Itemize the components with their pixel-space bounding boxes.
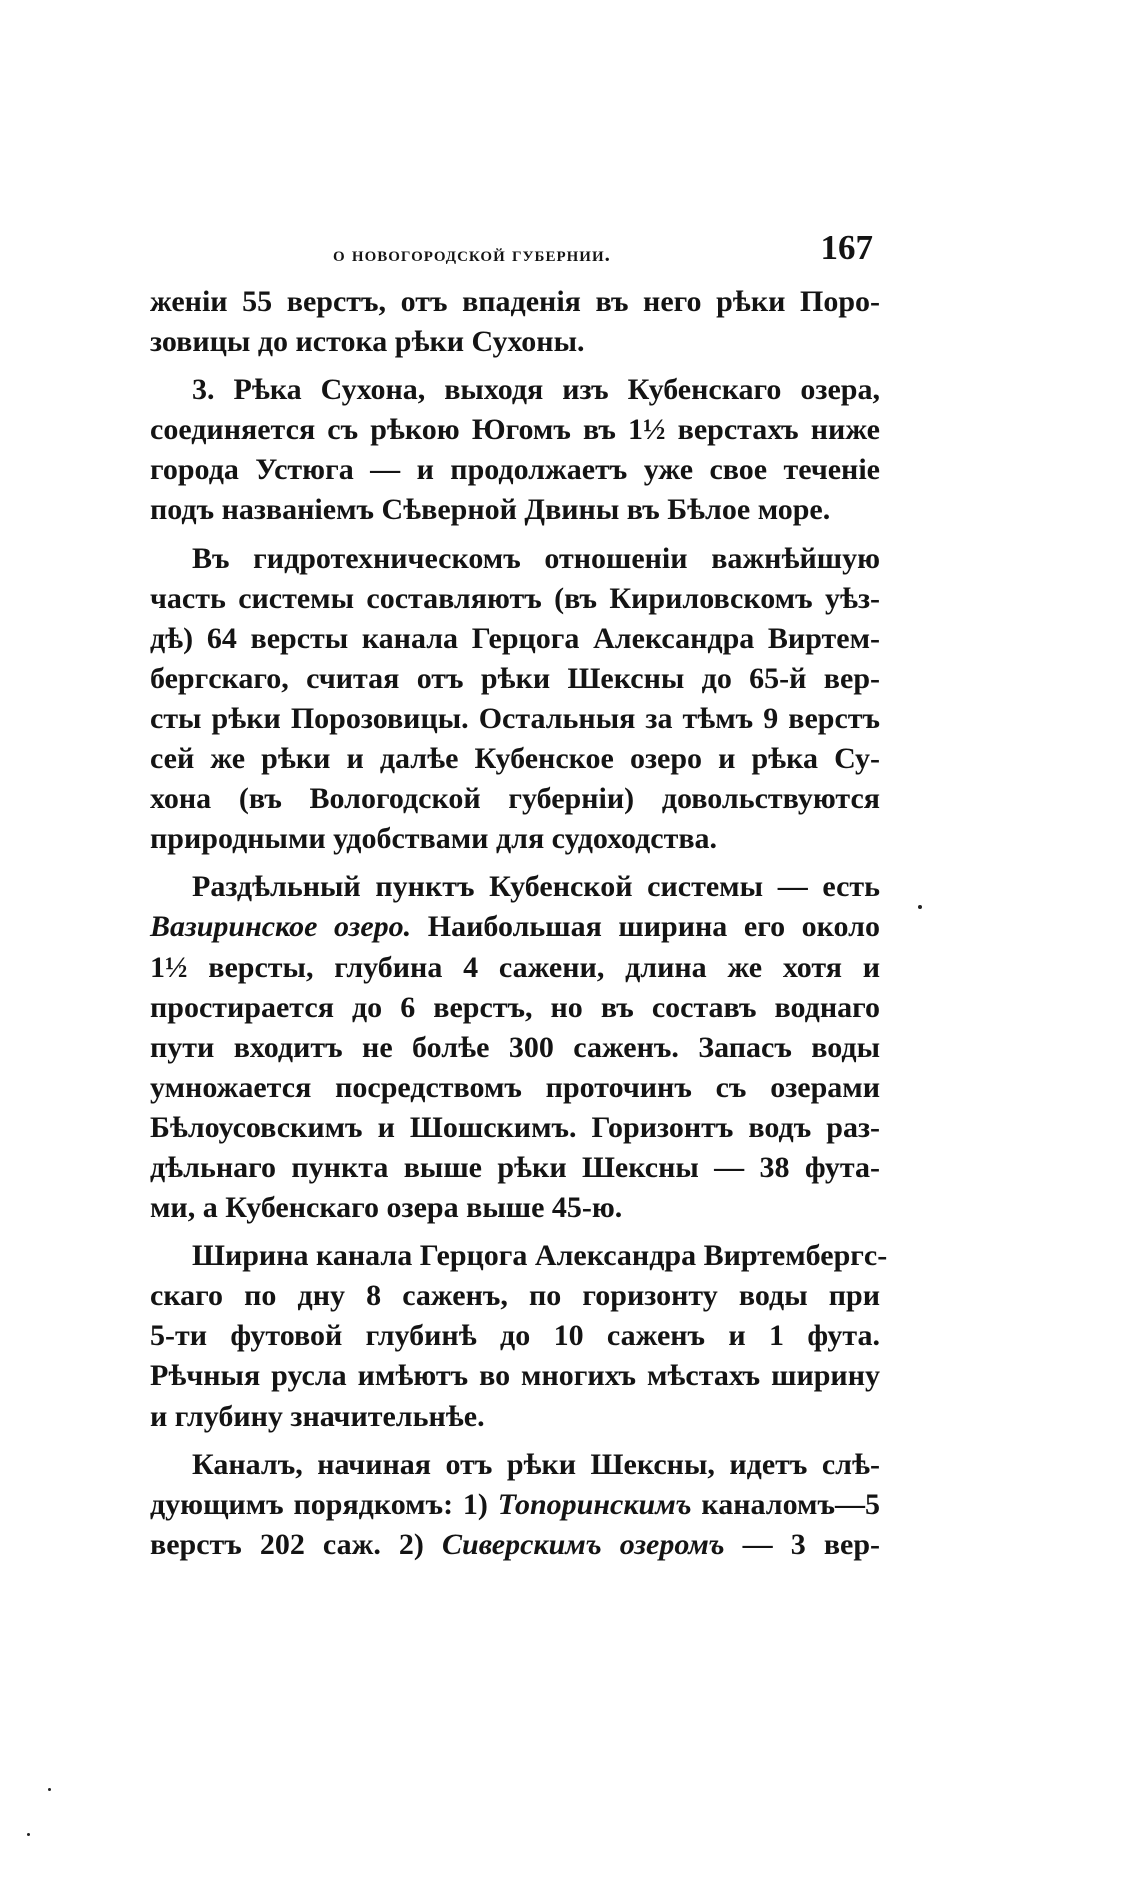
ink-speck <box>48 1788 51 1791</box>
text-line: ми, а Кубенскаго озера выше 45-ю. <box>150 1191 623 1225</box>
text-run: Наибольшая ширина его около <box>411 910 880 944</box>
page-number: 167 <box>820 228 873 267</box>
text-line: и глубину значительнѣе. <box>150 1399 485 1433</box>
text-run: верстъ 202 саж. 2) <box>150 1527 443 1561</box>
ink-speck <box>918 905 922 909</box>
ink-speck <box>27 1833 30 1836</box>
body-text <box>150 282 888 1565</box>
text-line: сты рѣки Порозовицы. Остальныя за тѣмъ 9 верстъ <box>150 701 880 735</box>
text-line: Раздѣльный пунктъ Кубенской системы — есть <box>192 870 880 904</box>
text-line: соединяется съ рѣкою Югомъ въ 1½ верстахъ ниже <box>150 413 880 447</box>
running-head: о новогородской губернии. <box>333 242 611 266</box>
text-line: Ширина канала Герцога Александра Виртембергс- <box>192 1239 888 1273</box>
text-line: сей же рѣки и далѣе Кубенское озеро и рѣка Су- <box>150 742 880 776</box>
text-line <box>150 1525 880 1565</box>
text-line: простирается до 6 верстъ, но въ составъ воднаго <box>150 990 880 1024</box>
italic-term: Сиверскимъ озеромъ <box>442 1527 725 1561</box>
text-line: Бѣлоусовскимъ и Шошскимъ. Горизонтъ водъ раз- <box>150 1110 880 1144</box>
text-line: дѣ) 64 версты канала Герцога Александра Виртем- <box>150 621 880 655</box>
text-line: хона (въ Вологодской губерніи) довольствуются <box>150 782 880 816</box>
text-line: подъ названіемъ Сѣверной Двины въ Бѣлое море. <box>150 493 831 527</box>
text-line <box>150 1485 880 1525</box>
text-line <box>150 907 880 947</box>
text-line: 5-ти футовой глубинѣ до 10 саженъ и 1 фута. <box>150 1319 880 1353</box>
page-header <box>150 228 885 272</box>
text-line: умножается посредствомъ проточинъ съ озерами <box>150 1070 880 1104</box>
italic-term: Топоринскимъ <box>497 1487 692 1521</box>
text-line: города Устюга — и продолжаетъ уже свое теченіе <box>150 453 880 487</box>
text-line: Рѣчныя русла имѣютъ во многихъ мѣстахъ ширину <box>150 1359 880 1393</box>
text-run: дующимъ порядкомъ: 1) <box>150 1487 498 1521</box>
text-line: Въ гидротехническомъ отношеніи важнѣйшую <box>192 541 880 575</box>
italic-term: Вазиринское озеро. <box>150 910 412 944</box>
text-line: 3. Рѣка Сухона, выходя изъ Кубенскаго озера, <box>192 373 880 407</box>
text-line: пути входитъ не болѣе 300 саженъ. Запасъ воды <box>150 1030 880 1064</box>
text-line: женіи 55 верстъ, отъ впаденія въ него рѣки Поро- <box>150 285 880 318</box>
text-line: природными удобствами для судоходства. <box>150 822 718 856</box>
text-line: бергскаго, считая отъ рѣки Шексны до 65-й вер- <box>150 661 880 695</box>
text-line: дѣльнаго пункта выше рѣки Шексны — 38 фута- <box>150 1150 880 1184</box>
text-line: скаго по дну 8 саженъ, по горизонту воды при <box>150 1279 880 1313</box>
text-line: часть системы составляютъ (въ Кириловскомъ уѣз- <box>150 581 880 615</box>
text-run: — 3 вер- <box>724 1527 881 1561</box>
text-line: зовицы до истока рѣки Сухоны. <box>150 325 585 359</box>
text-run: каналомъ—5 <box>691 1487 880 1521</box>
text-line: 1½ версты, глубина 4 сажени, длина же хотя и <box>150 950 880 984</box>
text-line: Каналъ, начиная отъ рѣки Шексны, идетъ слѣ- <box>192 1447 880 1481</box>
